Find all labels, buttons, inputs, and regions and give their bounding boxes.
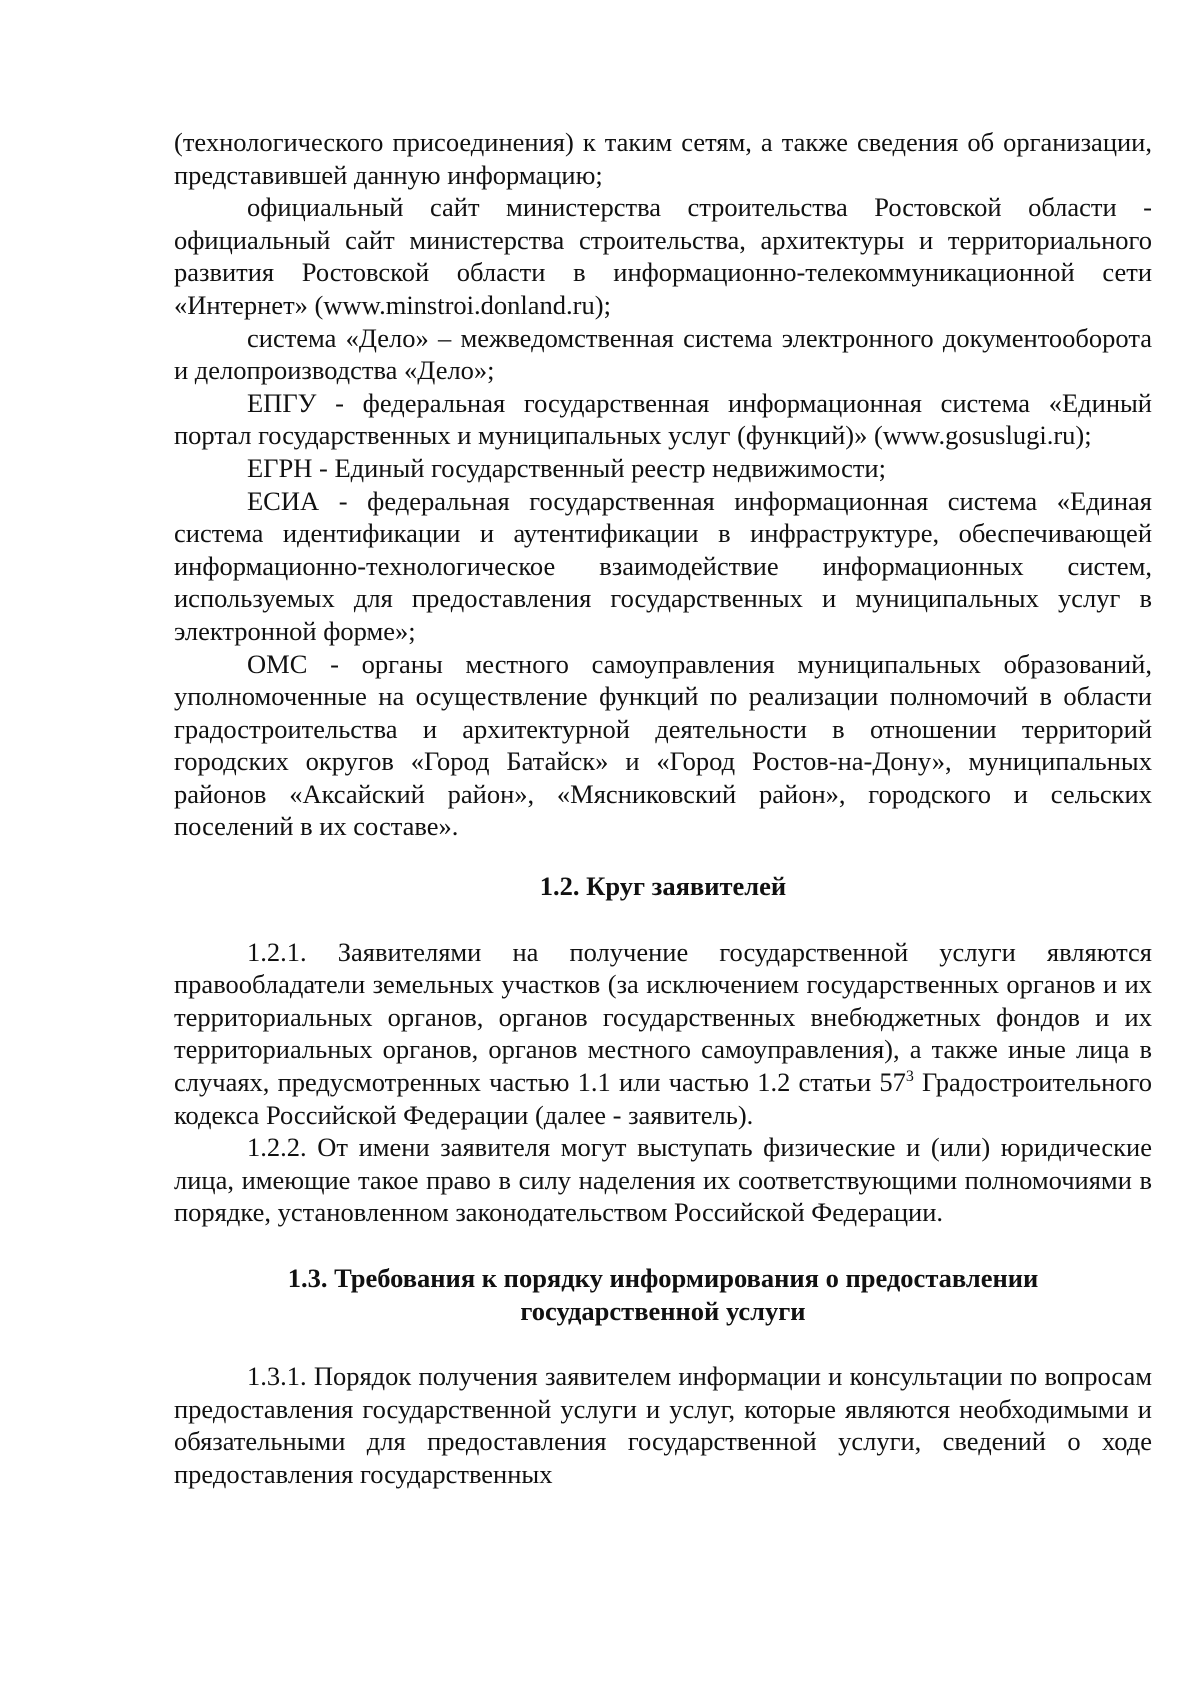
- section-heading-applicants: 1.2. Круг заявителей: [539, 871, 787, 902]
- section-heading-informing: [174, 1262, 1152, 1327]
- paragraph-1-3-1: 1.3.1. Порядок получения заявителем информации и консультации по вопросам предоставления государственной услуги и услуг, которые являются необходимыми и обязательными для предоставления государственной услуги, сведений о ходе предоставления государственных: [174, 1361, 1152, 1489]
- document-page: [174, 126, 1152, 1491]
- section-heading-informing-line2: государственной услуги: [520, 1295, 806, 1326]
- paragraph-1-2-2: 1.2.2. От имени заявителя могут выступать физические и (или) юридические лица, имеющие такое право в силу наделения их соответствующими полномочиями в порядке, установленном законодательством Российской Федерации.: [174, 1132, 1152, 1228]
- paragraph-epgu: ЕПГУ - федеральная государственная информационная система «Единый портал государственных и муниципальных услуг (функций)» (www.gosuslugi.ru);: [174, 387, 1152, 451]
- paragraph-1-2-1-tail: Градостроительного кодекса Российской Федерации (далее - заявитель).: [174, 1067, 1153, 1130]
- paragraph-official-site: официальный сайт министерства строительства Ростовской области - официальный сайт министерства строительства, архитектуры и территориального развития Ростовской области в информационно-телекоммуникационной сети «Интернет» (www.minstroi.donland.ru);: [174, 192, 1152, 320]
- paragraph-1-2-1: [174, 936, 1152, 1132]
- paragraph-delo-system: система «Дело» – межведомственная система электронного документооборота и делопроизводства «Дело»;: [174, 322, 1152, 386]
- paragraph-esia: ЕСИА - федеральная государственная информационная система «Единая система идентификации и аутентификации в инфраструктуре, обеспечивающей информационно-технологическое взаимодействие информационных систем, используемых для предоставления государственных и муниципальных услуг в электронной форме»;: [174, 485, 1152, 646]
- section-heading-informing-line1: 1.3. Требования к порядку информирования о предоставлении: [287, 1263, 1039, 1293]
- paragraph-oms: ОМС - органы местного самоуправления муниципальных образований, уполномоченные на осуществление функций по реализации полномочий в области градостроительства и архитектурной деятельности в отношении территорий городских округов «Город Батайск» и «Город Ростов-на-Дону», муниципальных районов «Аксайский район», «Мясниковский район», городского и сельских поселений в их составе».: [174, 648, 1152, 842]
- paragraph-1-2-1-text: 1.2.1. Заявителями на получение государственной услуги являются правообладатели земельных участков (за исключением государственных органов и их территориальных органов, органов государственных внебюджетных фондов и их территориальных органов, органов местного самоуправления), а также иные лица в случаях, предусмотренных частью 1.1 или частью 1.2 статьи 57: [174, 936, 1152, 1098]
- paragraph-egrn: ЕГРН - Единый государственный реестр недвижимости;: [247, 452, 886, 483]
- article-superscript: 3: [905, 1068, 914, 1086]
- paragraph-continuation: (технологического присоединения) к таким сетям, а также сведения об организации, представившей данную информацию;: [174, 127, 1152, 190]
